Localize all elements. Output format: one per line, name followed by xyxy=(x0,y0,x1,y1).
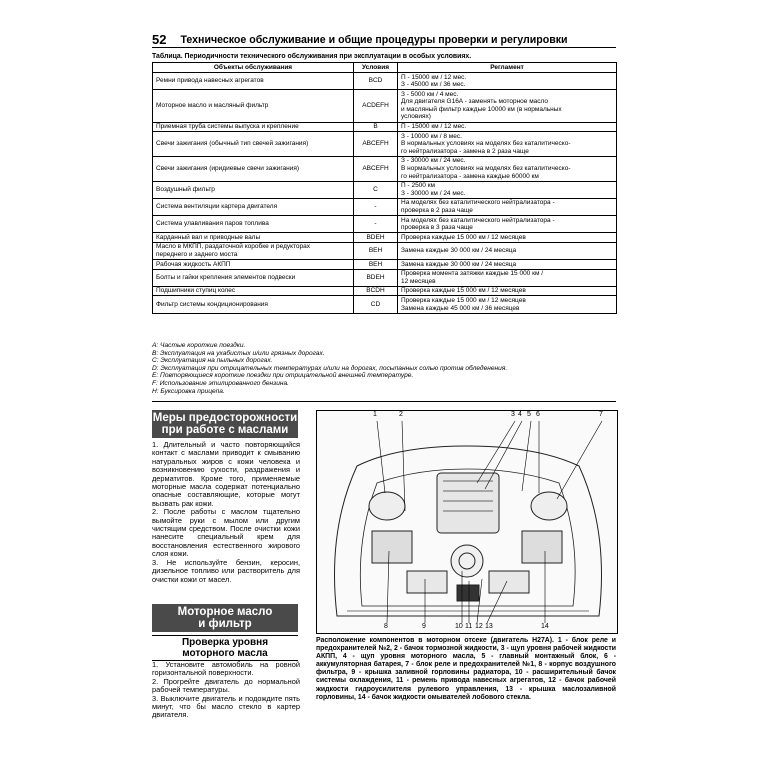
cell-object: Карданный вал и приводные валы xyxy=(153,233,354,243)
section-heading-engine-oil: Моторное масло и фильтр xyxy=(152,604,298,632)
cell-conditions: ABCEFH xyxy=(354,156,398,181)
paragraph: 3. Не используйте бензин, керосин, дизельное топливо или растворитель для очистки кожи от масел. xyxy=(152,557,300,584)
cell-schedule: На моделях без каталитического нейтрализатора - проверка в 2 раза чаще xyxy=(398,198,617,215)
table-row xyxy=(153,242,617,259)
cell-conditions: CD xyxy=(354,296,398,313)
table-row xyxy=(153,269,617,286)
figure-label: 12 xyxy=(475,623,483,630)
cell-conditions: BEH xyxy=(354,260,398,270)
note-f: F: Использование этилированного бензина. xyxy=(152,379,290,387)
table-row xyxy=(153,181,617,198)
figure-label: 13 xyxy=(485,623,493,630)
table-row xyxy=(153,132,617,157)
oil-precautions-text xyxy=(152,441,300,584)
table-header-row xyxy=(153,63,617,73)
table-row xyxy=(153,296,617,313)
cell-schedule: Проверка момента затяжки каждые 15 000 км / 12 месяцев xyxy=(398,269,617,286)
cell-schedule: З - 5000 км / 4 мес. Для двигателя G16A - заменять моторное масло и масляный фильтр каждые 10000 км (в нормальных условиях) xyxy=(398,90,617,122)
column-header-object: Объекты обслуживания xyxy=(153,63,354,73)
section-divider xyxy=(152,401,616,402)
note-d: D: Эксплуатация при отрицательных температурах и/или на дорогах, посыпанных солью против обледенения. xyxy=(152,364,508,372)
table-row xyxy=(153,73,617,90)
figure-label: 11 xyxy=(465,623,473,630)
note-c: С: Эксплуатация на пыльных дорогах. xyxy=(152,357,273,365)
cell-schedule: Замена каждые 30 000 км / 24 месяца xyxy=(398,260,617,270)
table-row xyxy=(153,156,617,181)
cell-schedule: Проверка каждые 15 000 км / 12 месяцев xyxy=(398,233,617,243)
page-header xyxy=(152,31,616,48)
figure-label: 4 xyxy=(518,411,522,418)
subheading-oil-level-check: Проверка уровня моторного масла xyxy=(152,635,298,661)
section-heading-oil-precautions: Меры предосторожности при работе с маслами xyxy=(152,412,298,436)
table-notes xyxy=(152,342,616,395)
cell-object: Ремни привода навесных агрегатов xyxy=(153,73,354,90)
cell-conditions: BDEH xyxy=(354,233,398,243)
cell-object: Моторное масло и масляный фильтр xyxy=(153,90,354,122)
cell-conditions: ACDEFH xyxy=(354,90,398,122)
table-row xyxy=(153,233,617,243)
figure-label: 10 xyxy=(455,623,463,630)
cell-object: Свечи зажигания (обычный тип свечей зажигания) xyxy=(153,132,354,157)
note-a: А: Частые короткие поездки. xyxy=(152,342,246,349)
table-caption: Таблица. Периодичности технического обслуживания при эксплуатации в особых условиях. xyxy=(152,53,472,60)
column-header-schedule: Регламент xyxy=(398,63,617,73)
paragraph: 3. Выключите двигатель и подождите пять минут, что бы масло стекло в картер двигателя. xyxy=(152,693,300,720)
table-row xyxy=(153,198,617,215)
page-number: 52 xyxy=(152,32,167,47)
figure-label: 6 xyxy=(536,411,540,418)
cell-schedule: Проверка каждые 15 000 км / 12 месяцев Замена каждые 45 000 км / 36 месяцев xyxy=(398,296,617,313)
cell-schedule: З - 10000 км / 8 мес. В нормальных условиях на моделях без каталитическо- го нейтрализатора - замена в 2 раза чаще xyxy=(398,132,617,157)
cell-object: Приемная труба системы выпуска и крепление xyxy=(153,122,354,132)
cell-object: Болты и гайки крепления элементов подвески xyxy=(153,269,354,286)
figure-caption: Расположение компонентов в моторном отсеке (двигатель H27A). 1 - блок реле и предохранителей №2, 2 - бачок тормозной жидкости, 3 - щуп уровня рабочей жидкости АКПП, 4 - щуп уровня моторного масла, 5 - главный монтажный блок, 6 - аккумуляторная батарея, 7 - блок реле и предохранителей №1, 8 - корпус воздушного фильтра, 9 - крышка заливной горловины радиатора, 10 - расширительный бачок системы охлаждения, 11 - ремень привода навесных агрегатов, 12 - бачок рабочей жидкости гидроусилителя рулевого управления, 13 - крышка маслозаливной горловины, 14 - бачок жидкости омывателей лобового стекла. xyxy=(316,637,616,701)
cell-object: Подшипники ступиц колес xyxy=(153,286,354,296)
cell-conditions: - xyxy=(354,216,398,233)
cell-object: Воздушный фильтр xyxy=(153,181,354,198)
cell-schedule: П - 2500 км З - 30000 км / 24 мес. xyxy=(398,181,617,198)
column-header-conditions: Условия xyxy=(354,63,398,73)
table-row xyxy=(153,286,617,296)
cell-schedule: Проверка каждые 15 000 км / 12 месяцев xyxy=(398,286,617,296)
cell-object: Масло в МКПП, раздаточной коробке и редукторах переднего и заднего моста xyxy=(153,242,354,259)
figure-label: 14 xyxy=(541,623,549,630)
cell-schedule: Замена каждые 30 000 км / 24 месяца xyxy=(398,242,617,259)
note-e: Е: Повторяющиеся короткие поездки при отрицательной внешней температуре. xyxy=(152,372,414,380)
paragraph: 2. Прогрейте двигатель до нормальной рабочей температуры. xyxy=(152,676,300,695)
cell-schedule: П - 15000 км / 12 мес. З - 45000 км / 36 мес. xyxy=(398,73,617,90)
page-title: Техническое обслуживание и общие процедуры проверки и регулировки xyxy=(180,34,568,46)
cell-object: Система улавливания паров топлива xyxy=(153,216,354,233)
figure-label: 1 xyxy=(373,411,377,418)
cell-schedule: На моделях без каталитического нейтрализатора - проверка в 3 раза чаще xyxy=(398,216,617,233)
figure-label: 2 xyxy=(399,411,403,418)
table-row xyxy=(153,216,617,233)
maintenance-table xyxy=(152,62,617,314)
engine-bay-figure xyxy=(316,410,618,634)
cell-schedule: П - 15000 км / 12 мес. xyxy=(398,122,617,132)
note-h: Н: Буксировка прицепа. xyxy=(152,387,225,395)
figure-label: 9 xyxy=(422,623,426,630)
paragraph: 2. После работы с маслом тщательно вымойте руки с мылом или другим чистящим средством. После очистки кожи нанесите специальный крем для восстановления естественного жирового слоя кожи. xyxy=(152,507,300,559)
figure-label: 5 xyxy=(527,411,531,418)
figure-label: 7 xyxy=(599,411,603,418)
cell-conditions: BCD xyxy=(354,73,398,90)
table-row xyxy=(153,122,617,132)
cell-object: Фильтр системы кондиционирования xyxy=(153,296,354,313)
cell-schedule: З - 30000 км / 24 мес. В нормальных условиях на моделях без каталитическо- го нейтрализатора - замена каждые 60000 км xyxy=(398,156,617,181)
cell-object: Рабочая жидкость АКПП xyxy=(153,260,354,270)
table-row xyxy=(153,90,617,122)
figure-label: 8 xyxy=(384,623,388,630)
cell-conditions: - xyxy=(354,198,398,215)
cell-conditions: BCDH xyxy=(354,286,398,296)
paragraph: 1. Длительный и часто повторяющийся контакт с маслами приводит к смыванию натуральных жиров с кожи человека и возникновению сухости, раздражения и дерматитов. Кроме того, применяемые моторные масла содержат потенциально опасные составляющие, которые могут вызвать рак кожи. xyxy=(152,440,300,508)
note-b: В: Эксплуатация на ухабистых и/или грязных дорогах. xyxy=(152,349,325,357)
oil-level-text xyxy=(152,661,300,720)
paragraph: 1. Установите автомобиль на ровной горизонтальной поверхности. xyxy=(152,660,300,678)
cell-conditions: C xyxy=(354,181,398,198)
cell-conditions: ABCEFH xyxy=(354,132,398,157)
engine-bay-drawing xyxy=(317,411,617,633)
cell-conditions: B xyxy=(354,122,398,132)
cell-conditions: BEH xyxy=(354,242,398,259)
cell-object: Свечи зажигания (иридиевые свечи зажигания) xyxy=(153,156,354,181)
cell-conditions: BDEH xyxy=(354,269,398,286)
figure-label: 3 xyxy=(511,411,515,418)
cell-object: Система вентиляции картера двигателя xyxy=(153,198,354,215)
table-row xyxy=(153,260,617,270)
